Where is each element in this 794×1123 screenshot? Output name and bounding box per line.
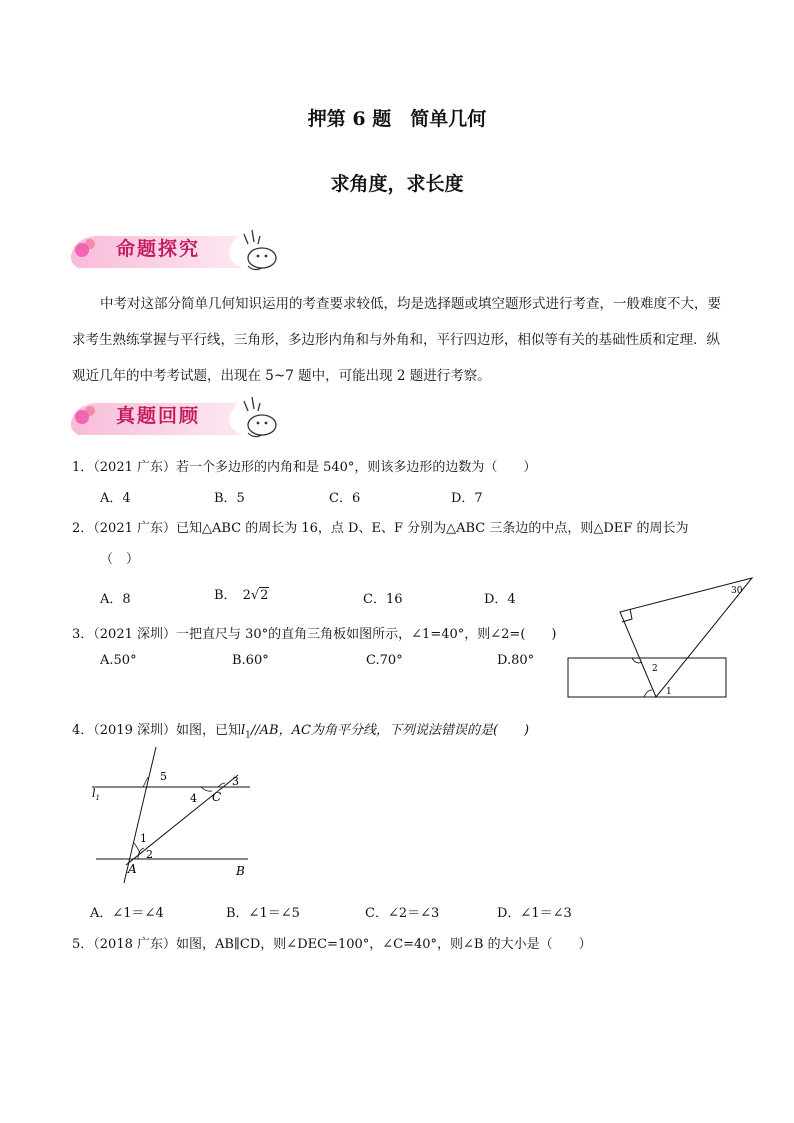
fig-label-C: C (212, 790, 222, 804)
question-4: 4．（2019 深圳）如图，已知$l_1//AB$，AC为角平分线，下列说法错误的是( ) (72, 723, 530, 741)
fig-label-2: 2 (146, 848, 153, 861)
question-2: 2．（2021 广东）已知△ABC 的周长为 16，点 D、E、F 分别为△ABC 三条边的中点，则△DEF 的周长为 (72, 521, 689, 536)
fig-label-angle2: 2 (652, 664, 658, 674)
question-5: 5．（2018 广东）如图，AB∥CD，则∠DEC=100°，∠C=40°，则∠B 的大小是（ ） (72, 937, 592, 952)
q4-option-c: C．∠2＝∠3 (365, 906, 440, 921)
q3-option-b: B.60° (232, 653, 269, 668)
q2-option-c: C．16 (363, 592, 403, 607)
fig-label-4: 4 (190, 792, 197, 805)
page-title: 押第 6 题 简单几何 (307, 108, 487, 130)
sqrt-symbol: √2 (250, 588, 269, 603)
section-banner-review (68, 395, 283, 439)
q3-option-d: D.80° (497, 653, 535, 668)
banner-label: 命题探究 (116, 238, 201, 260)
section-banner-exploration (68, 228, 283, 272)
fig-label-3: 3 (232, 775, 239, 788)
q3-ruler-triangle-figure (560, 570, 760, 705)
fig-label-1: 1 (140, 832, 147, 845)
fig-label-B: B (236, 864, 245, 878)
intro-paragraph: 中考对这部分简单几何知识运用的考查要求较低，均是选择题或填空题形式进行考查，一般难度不大，要求考生熟练掌握与平行线，三角形，多边形内角和与外角和，平行四边形，相似等有关的基础性质和定理．纵观近几年的中考考试题，出现在 5~7 题中，可能出现 2 题进行考察。 (72, 296, 721, 384)
question-3: 3．（2021 深圳）一把直尺与 30°的直角三角板如图所示，∠1=40°，则∠2=( ) (72, 627, 557, 642)
q1-option-b: B．5 (214, 491, 245, 506)
q4-parallel-lines-figure (88, 745, 263, 887)
q4-option-a: A．∠1＝∠4 (90, 906, 164, 921)
q2-option-b: B． 2√2 (214, 588, 269, 603)
q3-option-c: C.70° (366, 653, 403, 668)
q3-option-a: A.50° (100, 653, 137, 668)
q1-option-a: A．4 (100, 491, 131, 506)
q4-option-b: B．∠1＝∠5 (226, 906, 300, 921)
q2-answer-paren: （ ） (100, 552, 140, 567)
q2-option-a: A．8 (100, 592, 131, 607)
q1-option-c: C．6 (329, 491, 361, 506)
fig-label-30: 30 (731, 586, 743, 596)
fig-label-angle1: 1 (666, 687, 672, 697)
fig-label-5: 5 (160, 770, 167, 783)
question-1: 1．（2021 广东）若一个多边形的内角和是 540°，则该多边形的边数为（ ） (72, 460, 537, 475)
q2-option-d: D．4 (484, 592, 516, 607)
fig-label-A: A (128, 862, 137, 876)
banner-label: 真题回顾 (116, 405, 201, 427)
q4-option-d: D．∠1＝∠3 (497, 906, 572, 921)
fig-label-l1: $l_1$ (92, 787, 100, 802)
page-subtitle: 求角度，求长度 (330, 173, 464, 195)
q1-option-d: D．7 (451, 491, 483, 506)
